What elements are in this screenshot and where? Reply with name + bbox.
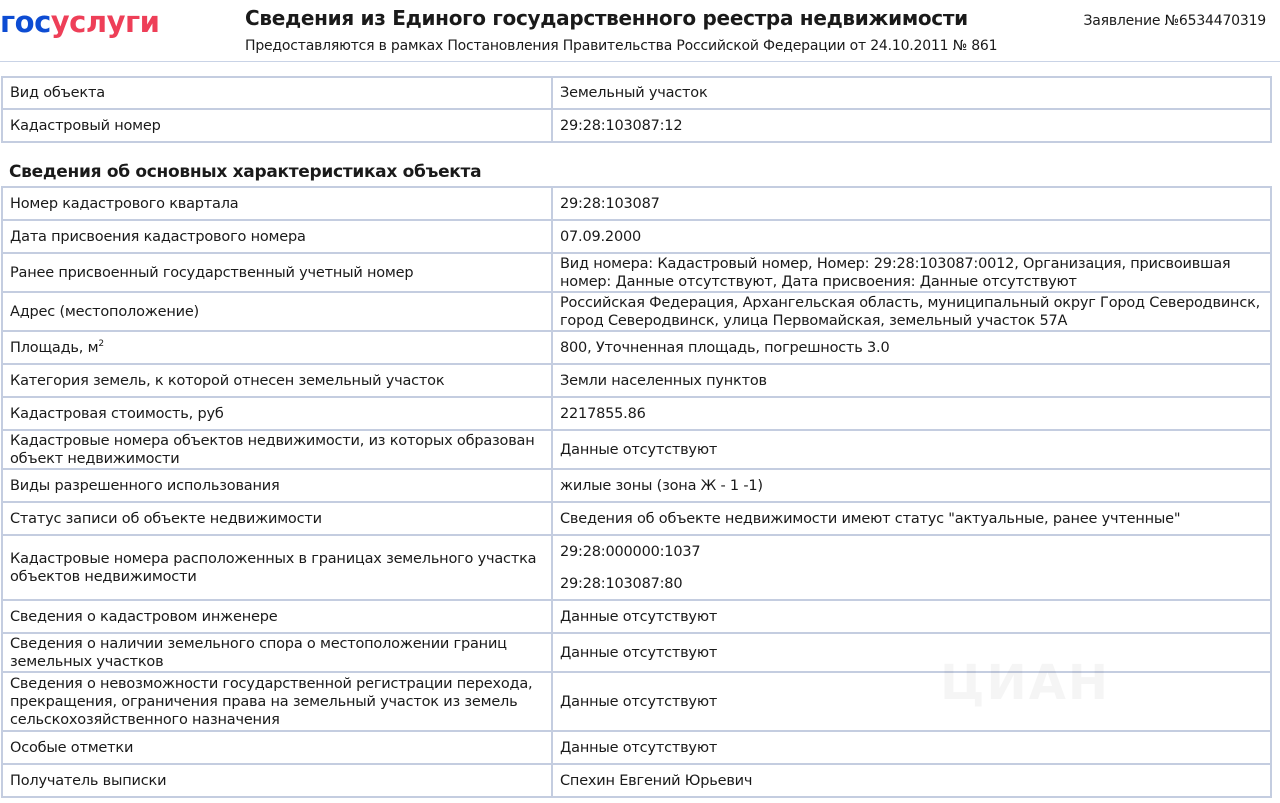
superscript: 2 xyxy=(98,338,104,349)
row-label: Виды разрешенного использования xyxy=(2,469,552,502)
row-value: 800, Уточненная площадь, погрешность 3.0 xyxy=(552,331,1271,364)
row-label: Сведения о кадастровом инженере xyxy=(2,600,552,633)
table-row xyxy=(2,253,1271,292)
row-label: Получатель выписки xyxy=(2,764,552,797)
row-value: 07.09.2000 xyxy=(552,220,1271,253)
row-value: 29:28:103087 xyxy=(552,187,1271,220)
row-label: Сведения о невозможности государственной регистрации перехода, прекращения, ограничения права на земельный участок из земель сельскохозяйственного назначения xyxy=(2,672,552,731)
header-divider xyxy=(0,61,1280,62)
table-row xyxy=(2,430,1271,469)
row-value: Данные отсутствуют xyxy=(552,672,1271,731)
application-number: Заявление №6534470319 xyxy=(1083,13,1266,29)
row-label: Вид объекта xyxy=(2,77,552,109)
table-row xyxy=(2,731,1271,764)
table-row xyxy=(2,331,1271,364)
row-value: Данные отсутствуют xyxy=(552,633,1271,672)
row-label: Кадастровые номера расположенных в границах земельного участка объектов недвижимости xyxy=(2,535,552,600)
row-value: Российская Федерация, Архангельская область, муниципальный округ Город Северодвинск, город Северодвинск, улица Первомайская, земельный участок 57А xyxy=(552,292,1271,331)
section-title: Сведения об основных характеристиках объекта xyxy=(9,162,482,182)
row-value: 2217855.86 xyxy=(552,397,1271,430)
table-row xyxy=(2,764,1271,797)
row-label: Ранее присвоенный государственный учетный номер xyxy=(2,253,552,292)
row-value: Сведения об объекте недвижимости имеют статус "актуальные, ранее учтенные" xyxy=(552,502,1271,535)
row-label: Кадастровый номер xyxy=(2,109,552,142)
table-row xyxy=(2,187,1271,220)
row-label: Сведения о наличии земельного спора о местоположении границ земельных участков xyxy=(2,633,552,672)
table-row xyxy=(2,469,1271,502)
cadastral-number: 29:28:103087:80 xyxy=(560,575,683,592)
object-summary-table xyxy=(1,76,1272,143)
row-label: Адрес (местоположение) xyxy=(2,292,552,331)
row-label: Дата присвоения кадастрового номера xyxy=(2,220,552,253)
row-value: Вид номера: Кадастровый номер, Номер: 29:28:103087:0012, Организация, присвоившая номер: Данные отсутствуют, Дата присвоения: Данные отсутствуют xyxy=(552,253,1271,292)
table-row xyxy=(2,77,1271,109)
table-row xyxy=(2,397,1271,430)
row-value: Данные отсутствуют xyxy=(552,731,1271,764)
table-row xyxy=(2,109,1271,142)
page-header xyxy=(0,0,1280,62)
row-value: Земельный участок xyxy=(552,77,1271,109)
row-value: 29:28:103087:12 xyxy=(552,109,1271,142)
table-row xyxy=(2,600,1271,633)
cadastral-number: 29:28:000000:1037 xyxy=(560,543,701,560)
row-value: жилые зоны (зона Ж - 1 -1) xyxy=(552,469,1271,502)
table-row xyxy=(2,502,1271,535)
table-row xyxy=(2,220,1271,253)
main-characteristics-table xyxy=(1,186,1272,798)
row-value xyxy=(552,535,1271,600)
row-label: Особые отметки xyxy=(2,731,552,764)
row-value: Земли населенных пунктов xyxy=(552,364,1271,397)
table-row xyxy=(2,535,1271,600)
document-title: Сведения из Единого государственного реестра недвижимости xyxy=(245,6,968,30)
row-label: Номер кадастрового квартала xyxy=(2,187,552,220)
table-row xyxy=(2,364,1271,397)
row-value: Данные отсутствуют xyxy=(552,430,1271,469)
row-label: Кадастровые номера объектов недвижимости, из которых образован объект недвижимости xyxy=(2,430,552,469)
row-label: Площадь, $м^2$ xyxy=(2,331,552,364)
row-value: Спехин Евгений Юрьевич xyxy=(552,764,1271,797)
table-row xyxy=(2,633,1271,672)
row-label: Категория земель, к которой отнесен земельный участок xyxy=(2,364,552,397)
row-label: Кадастровая стоимость, руб xyxy=(2,397,552,430)
row-value: Данные отсутствуют xyxy=(552,600,1271,633)
gosuslugi-logo[interactable]: госуслуги xyxy=(0,5,160,39)
row-label: Статус записи об объекте недвижимости xyxy=(2,502,552,535)
table-row xyxy=(2,672,1271,731)
table-row xyxy=(2,292,1271,331)
document-subtitle: Предоставляются в рамках Постановления Правительства Российской Федерации от 24.10.2011 № 861 xyxy=(245,38,998,54)
